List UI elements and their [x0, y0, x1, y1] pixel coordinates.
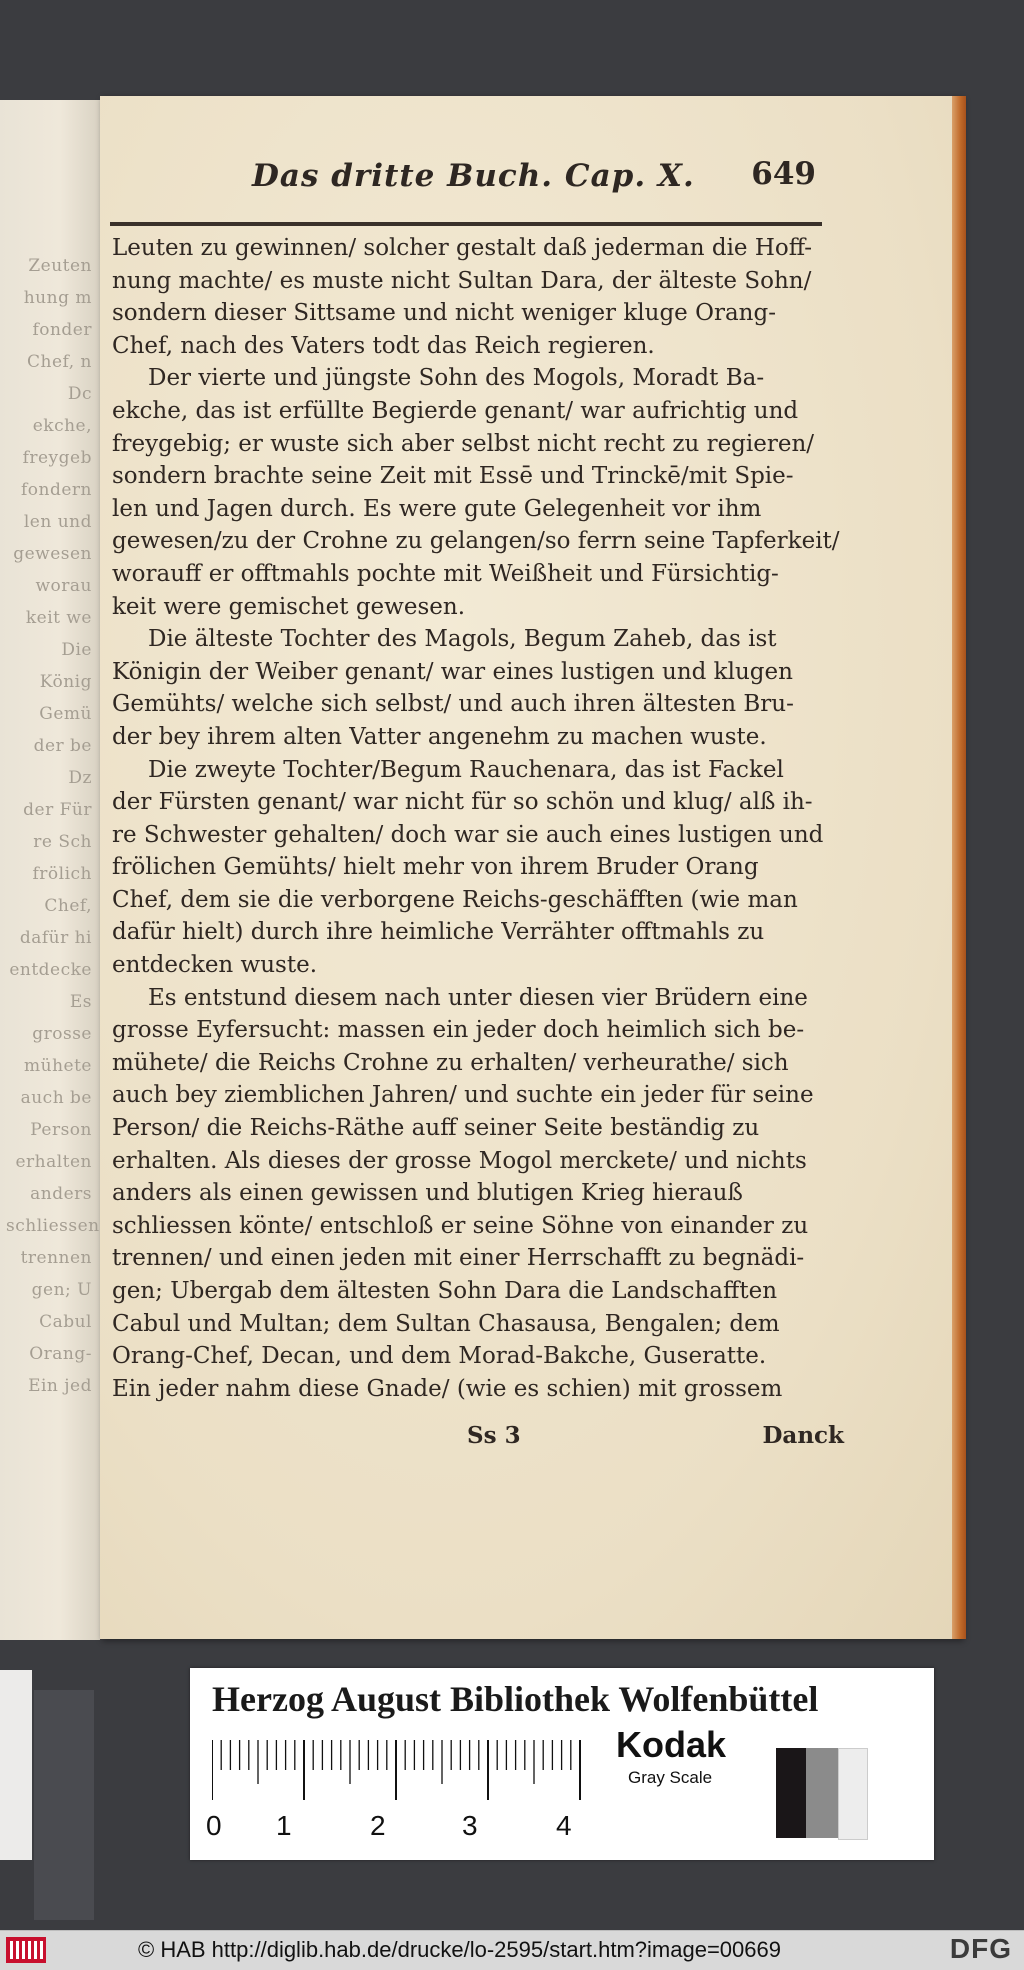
body-text [112, 232, 844, 1405]
scale-label: 0 [206, 1810, 222, 1841]
text-line: Der vierte und jüngste Sohn des Mogols, Moradt Ba- [148, 365, 765, 392]
text-line: frölichen Gemühts/ hielt mehr von ihrem Bruder Orang [112, 854, 759, 881]
text-line: anders als einen gewissen und blutigen Krieg hierauß [112, 1180, 743, 1207]
text-line: Die zweyte Tochter/Begum Rauchenara, das ist Fackel [148, 756, 784, 783]
previous-page-bleed-text: Zeuten hung m fonder Chef, n Dc ekche, freygeb fondern len und gewesen worau keit we Die König Gemü der be Dz der Für re Sch frölich Chef, dafür hi entdecke Es grosse mühete auch be Person erhalten anders schliessen trennen gen; U Cabul Orang- Ein jed [6, 256, 100, 1396]
text-line: erhalten. Als dieses der grosse Mogol merckete/ und nichts [112, 1147, 807, 1174]
text-line: Person/ die Reichs-Räthe auff seiner Seite beständig zu [112, 1115, 760, 1142]
text-line: sondern dieser Sittsame und nicht weniger kluge Orang- [112, 300, 776, 327]
swatch-gray [806, 1748, 838, 1838]
text-line: Orang-Chef, Decan, und dem Morad-Bakche, Guseratte. [112, 1343, 767, 1370]
text-line: Cabul und Multan; dem Sultan Chasausa, Bengalen; dem [112, 1310, 780, 1337]
text-line: keit were gemischet gewesen. [112, 593, 466, 620]
dfg-logo: DFG [949, 1933, 1012, 1964]
text-line: Die älteste Tochter des Magols, Begum Zaheb, das ist [148, 626, 777, 653]
page-number: 649 [751, 156, 816, 192]
library-name: Herzog August Bibliothek Wolfenbüttel [212, 1679, 819, 1719]
scale-label: 1 [276, 1810, 292, 1841]
swatch-black [776, 1748, 806, 1838]
swatch-white [838, 1748, 868, 1840]
previous-page-edge [0, 100, 100, 1640]
text-line: Chef, dem sie die verborgene Reichs-geschäfften (wie man [112, 886, 798, 913]
kodak-brand: Kodak [616, 1724, 727, 1765]
running-title: Das dritte Buch. Cap. X. [252, 158, 695, 194]
text-line: Es entstund diesem nach unter diesen vier Brüdern eine [148, 984, 808, 1011]
text-line: nung machte/ es muste nicht Sultan Dara, der älteste Sohn/ [112, 267, 812, 294]
header-rule [110, 222, 822, 226]
text-line: schliessen könte/ entschloß er seine Söhne von einander zu [112, 1212, 809, 1239]
text-line: sondern brachte seine Zeit mit Essē und Trinckē/mit Spie- [112, 463, 794, 490]
text-line: gen; Ubergab dem ältesten Sohn Dara die Landschafften [112, 1278, 778, 1304]
page-footer [112, 1422, 844, 1462]
text-line: Gemühts/ welche sich selbst/ und auch ihren ältesten Bru- [112, 691, 794, 718]
text-line: der bey ihrem alten Vatter angenehm zu machen wuste. [112, 723, 767, 750]
previous-card-strip [0, 1670, 32, 1860]
catchword: Danck [762, 1422, 844, 1449]
scale-label: 3 [462, 1810, 478, 1841]
text-line: re Schwester gehalten/ doch war sie auch eines lustigen und [112, 821, 824, 848]
hab-logo-icon [6, 1937, 46, 1963]
text-line: ekche, das ist erfüllte Begierde genant/ war aufrichtig und [112, 397, 799, 424]
text-line: Ein jeder nahm diese Gnade/ (wie es schien) mit grossem [112, 1375, 783, 1402]
copyright-link[interactable]: © HAB http://diglib.hab.de/drucke/lo-2595/start.htm?image=00669 [138, 1937, 781, 1962]
text-line: gewesen/zu der Crohne zu gelangen/so ferrn seine Tapferkeit/ [112, 528, 840, 555]
text-line: freygebig; er wuste sich aber selbst nicht recht zu regieren/ [112, 430, 815, 457]
text-line: der Fürsten genant/ war nicht für so schön und klug/ alß ih- [112, 789, 813, 816]
scale-label: 2 [370, 1810, 386, 1841]
signature-mark: Ss 3 [467, 1422, 521, 1449]
page-header [152, 150, 824, 210]
footer-bar [0, 1930, 1024, 1970]
text-line: trennen/ und einen jeden mit einer Herrschafft zu begnädi- [112, 1245, 805, 1272]
scale-label: 4 [556, 1810, 572, 1841]
text-line: Leuten zu gewinnen/ solcher gestalt daß jederman die Hoff- [112, 235, 813, 261]
text-line: mühete/ die Reichs Crohne zu erhalten/ verheurathe/ sich [112, 1049, 789, 1076]
text-line: auch bey ziemblichen Jahren/ und suchte ein jeder für seine [112, 1082, 814, 1109]
text-line: entdecken wuste. [112, 952, 318, 979]
previous-card-shadow [34, 1690, 94, 1920]
gray-scale-label: Gray Scale [628, 1768, 713, 1787]
text-line: dafür hielt) durch ihre heimliche Verrähter offtmahls zu [112, 919, 765, 946]
text-line: Chef, nach des Vaters todt das Reich regieren. [112, 332, 655, 359]
text-line: worauff er offtmahls pochte mit Weißheit und Fürsichtig- [112, 560, 779, 587]
page-edge [952, 96, 966, 1639]
text-line: grosse Eyfersucht: massen ein jeder doch heimlich sich be- [112, 1017, 805, 1044]
text-line: Königin der Weiber genant/ war eines lustigen und klugen [112, 658, 793, 685]
text-line: len und Jagen durch. Es were gute Gelegenheit vor ihm [112, 495, 762, 522]
ruler-ticks [212, 1740, 592, 1800]
color-reference-card [190, 1668, 934, 1860]
